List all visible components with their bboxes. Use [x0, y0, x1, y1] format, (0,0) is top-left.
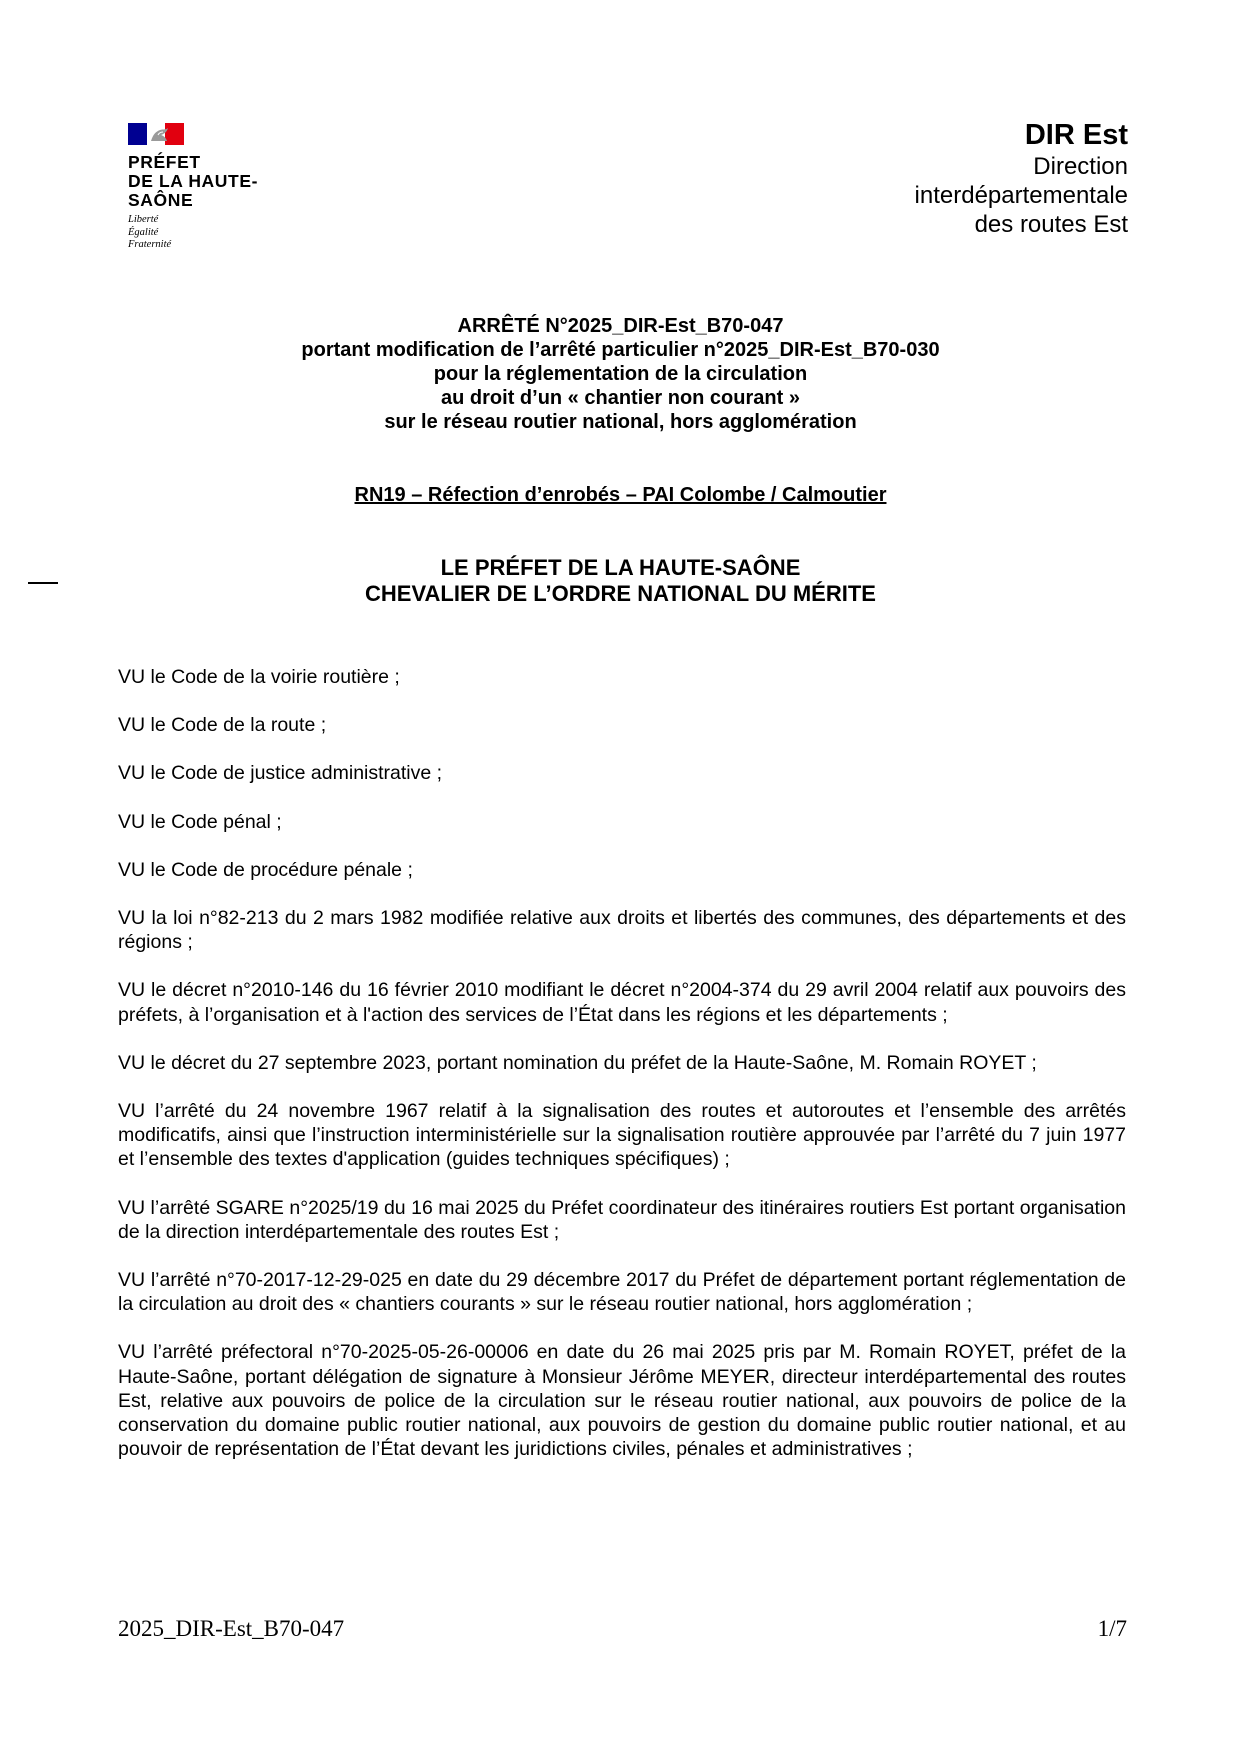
consideration: VU l’arrêté n°70-2017-12-29-025 en date du 29 décembre 2017 du Préfet de département portant réglementation de la circulation au droit des « chantiers courants » sur le réseau routier national, hors agglomération ;: [118, 1269, 1126, 1316]
issuer-line: interdépartementale: [914, 182, 1128, 209]
decree-subject: RN19 – Réfection d’enrobés – PAI Colombe / Calmoutier: [354, 484, 887, 506]
consideration: VU l’arrêté préfectoral n°70-2025-05-26-00006 en date du 26 mai 2025 pris par M. Romain ROYET, préfet de la Haute-Saône, portant délégation de signature à Monsieur Jérôme MEYER, directeur interdépartemental des routes Est, relative aux pouvoirs de police de la circulation sur le réseau routier national, aux pouvoirs de police de la conservation du domaine public routier national, aux pouvoirs de gestion du domaine public routier national, et au pouvoir de représentation de l’État devant les juridictions civiles, pénales et administratives ;: [118, 1341, 1126, 1461]
issuer-name: DIR Est: [1024, 119, 1128, 151]
consideration: VU le Code de procédure pénale ;: [118, 858, 413, 881]
consideration: VU le décret n°2010-146 du 16 février 2010 modifiant le décret n°2004-374 du 29 avril 2004 relatif aux pouvoirs des préfets, à l’organisation et à l'action des services de l’État dans les régions et les départements ;: [118, 979, 1126, 1026]
consideration: VU la loi n°82-213 du 2 mars 1982 modifiée relative aux droits et libertés des communes, des départements et des régions ;: [118, 907, 1126, 954]
prefet-wordmark: PRÉFET DE LA HAUTE- SAÔNE: [128, 152, 259, 210]
considerations: [118, 665, 1126, 1485]
decree-title: ARRÊTÉ N°2025_DIR-Est_B70-047 portant modification de l’arrêté particulier n°2025_DIR-Est_B70-030 pour la réglementation de la circulation au droit d’un « chantier non courant » sur le réseau routier national, hors agglomération: [301, 315, 940, 433]
consideration: VU le Code de la voirie routière ;: [118, 666, 400, 688]
footer-reference: 2025_DIR-Est_B70-047: [118, 1616, 345, 1641]
prefecture-logo: [128, 123, 288, 252]
prefet-title: LE PRÉFET DE LA HAUTE-SAÔNE CHEVALIER DE L’ORDRE NATIONAL DU MÉRITE: [365, 555, 876, 606]
issuer-line: Direction: [1033, 153, 1128, 180]
consideration: VU l’arrêté SGARE n°2025/19 du 16 mai 2025 du Préfet coordinateur des itinéraires routiers Est portant organisation de la direction interdépartementale des routes Est ;: [118, 1196, 1126, 1243]
consideration: VU l’arrêté du 24 novembre 1967 relatif à la signalisation des routes et autoroutes et l’ensemble des arrêtés modificatifs, ainsi que l’instruction interministérielle sur la signalisation routière approuvée par l’arrêté du 7 juin 1977 et l’ensemble des textes d'application (guides techniques spécifiques) ;: [118, 1100, 1126, 1171]
consideration: VU le décret du 27 septembre 2023, portant nomination du préfet de la Haute-Saône, M. Romain ROYET ;: [118, 1051, 1037, 1074]
french-flag-icon: [128, 123, 184, 145]
consideration: VU le Code pénal ;: [118, 810, 282, 833]
republic-motto: Liberté Égalité Fraternité: [128, 214, 172, 250]
consideration: VU le Code de la route ;: [118, 714, 327, 737]
issuer-header: [915, 118, 1128, 239]
issuer-line: des routes Est: [974, 211, 1128, 238]
consideration: VU le Code de justice administrative ;: [118, 762, 443, 785]
page-number: 1/7: [1097, 1616, 1127, 1641]
marianne-icon: [149, 126, 171, 142]
